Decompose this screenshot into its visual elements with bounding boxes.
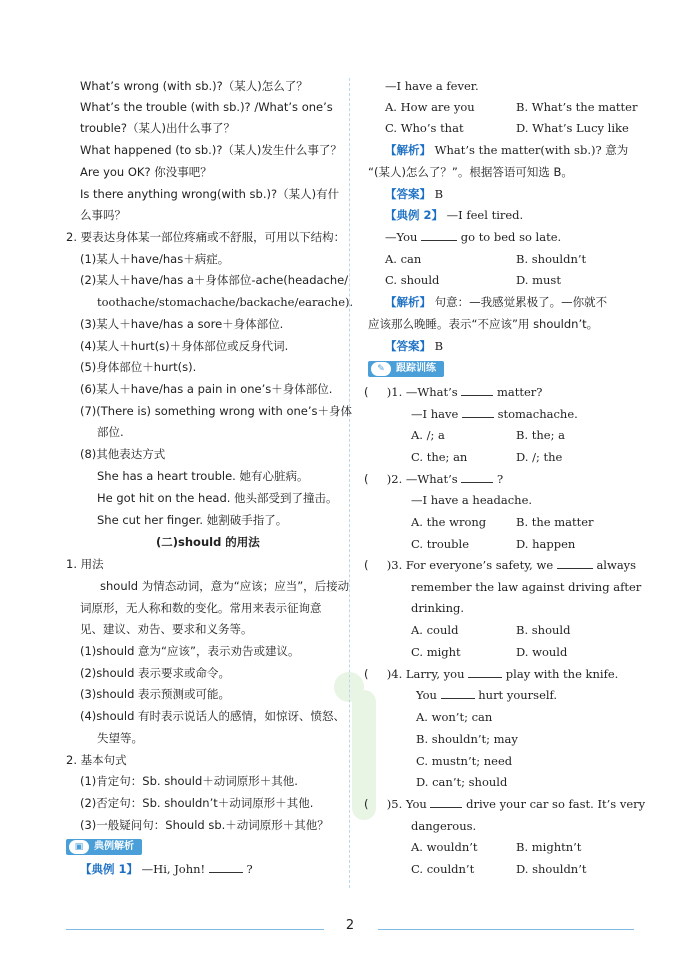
option: C. couldn’t — [411, 862, 475, 876]
text-line: —I have a headache. — [411, 493, 533, 507]
text-span: go to bed so late. — [460, 230, 562, 244]
analysis-1 — [385, 142, 628, 158]
text-line: toothache/stomachache/backache/earache). — [97, 295, 354, 309]
answer-blank[interactable] — [441, 687, 475, 699]
option: C. trouble — [411, 537, 469, 551]
text-line: She cut her finger. 她割破手指了。 — [97, 513, 288, 527]
text-line: 词原形，无人称和数的变化。常用来表示征询意 — [80, 601, 322, 615]
text-line: Is there anything wrong(with sb.)?（某人)有什 — [80, 187, 340, 201]
section-banner — [368, 361, 444, 377]
banner-label: 跟踪训练 — [396, 363, 436, 374]
question-4-line-2 — [416, 687, 557, 703]
question-text: )1. —What’s — [386, 385, 458, 399]
text-line: (4)某人＋hurt(s)＋身体部位或反身代词. — [80, 339, 289, 353]
question-4 — [364, 666, 618, 682]
answer-blank[interactable] — [468, 666, 502, 678]
text-line: “(某人)怎么了？”。根据答语可知选 B。 — [368, 165, 573, 179]
text-line: should 为情态动词，意为“应该；应当”，后接动 — [100, 579, 350, 593]
question-text: )5. You — [386, 797, 427, 811]
answer-value: B — [434, 187, 444, 201]
text-line: 么事吗？ — [80, 208, 126, 222]
text-line: (3)should 表示预测或可能。 — [80, 687, 231, 701]
text-line: (3)一般疑问句：Should sb.＋动词原形＋其他？ — [80, 818, 329, 832]
text-line: 部位. — [97, 425, 124, 439]
answer-blank[interactable] — [557, 557, 593, 569]
option: C. mustn’t; need — [416, 754, 513, 768]
text-line: (2)某人＋have/has a＋身体部位-ache(headache/ — [80, 273, 349, 287]
option: B. the matter — [516, 515, 594, 529]
text-line: 2. 基本句式 — [66, 753, 127, 767]
text-span: stomachache. — [497, 407, 578, 421]
answer-paren[interactable]: ( — [364, 558, 387, 572]
text-line: (6)某人＋have/has a pain in one’s＋身体部位. — [80, 382, 333, 396]
text-line: (7)(There is) something wrong with one’s＋身体 — [80, 404, 353, 418]
text-line: drinking. — [411, 601, 465, 615]
option: A. won’t; can — [416, 710, 493, 724]
example-2 — [385, 207, 523, 223]
text-line: (2)否定句：Sb. shouldn’t＋动词原形＋其他. — [80, 796, 314, 810]
text-line: (8)其他表达方式 — [80, 447, 166, 461]
analysis-2 — [385, 294, 607, 310]
text-line: Are you OK? 你没事吧？ — [80, 165, 212, 179]
text-line: (5)身体部位＋hurt(s). — [80, 360, 197, 374]
text-line: (2)should 表示要求或命令。 — [80, 666, 231, 680]
text-line: trouble?（某人)出什么事了？ — [80, 121, 235, 135]
text-line: What’s the trouble (with sb.)? /What’s one’s — [80, 100, 333, 114]
option: D. What’s Lucy like — [516, 121, 629, 135]
option: C. Who’s that — [385, 121, 464, 135]
analysis-text: What’s the matter(with sb.)? 意为 — [434, 143, 629, 157]
example-tag: 【典例 1】 — [80, 862, 139, 876]
question-text: )2. —What’s — [386, 472, 458, 486]
option: B. the; a — [516, 428, 565, 442]
answer-tag: 【答案】 — [385, 187, 431, 201]
question-text: )4. Larry, you — [386, 667, 465, 681]
text-line: —I have a fever. — [385, 79, 479, 93]
option: B. shouldn’t; may — [416, 732, 518, 746]
text-line: dangerous. — [411, 819, 477, 833]
question-text: ? — [496, 472, 504, 486]
answer-blank[interactable] — [462, 406, 494, 418]
answer-tag: 【答案】 — [385, 339, 431, 353]
text-span: hurt yourself. — [478, 688, 558, 702]
answer-paren[interactable]: ( — [364, 797, 387, 811]
answer-1 — [385, 186, 443, 202]
text-line: She has a heart trouble. 她有心脏病。 — [97, 469, 309, 483]
text-line: (1)肯定句：Sb. should＋动词原形＋其他. — [80, 774, 298, 788]
text-line: 见、建议、劝告、要求和义务等。 — [80, 622, 253, 636]
example-2-line-2 — [385, 229, 561, 245]
question-text: always — [596, 558, 637, 572]
example-text: —I feel tired. — [446, 208, 524, 222]
option: D. can’t; should — [416, 775, 508, 789]
text-span: You — [416, 688, 437, 702]
text-line: 应该那么晚睡。表示“不应该”用 shouldn’t。 — [368, 317, 599, 331]
option: A. could — [411, 623, 459, 637]
text-line: (1)某人＋have/has＋病症。 — [80, 252, 230, 266]
text-line: 1. 用法 — [66, 557, 104, 571]
question-1 — [364, 384, 542, 400]
pen-icon: ✎ — [371, 362, 391, 376]
text-span: —You — [385, 230, 418, 244]
answer-blank[interactable] — [209, 861, 243, 873]
question-text: play with the knife. — [505, 667, 619, 681]
option: C. might — [411, 645, 461, 659]
answer-blank[interactable] — [430, 796, 462, 808]
option: D. would — [516, 645, 568, 659]
text-span: —I have — [411, 407, 459, 421]
answer-value: B — [434, 339, 444, 353]
answer-paren[interactable]: ( — [364, 472, 387, 486]
example-tag: 【典例 2】 — [385, 208, 444, 222]
option: D. must — [516, 273, 561, 287]
text-line: He got hit on the head. 他头部受到了撞击。 — [97, 491, 338, 505]
question-text: matter? — [496, 385, 543, 399]
text-line: (1)should 意为“应该”，表示劝告或建议。 — [80, 644, 300, 658]
question-text: )3. For everyone’s safety, we — [386, 558, 554, 572]
option: C. the; an — [411, 450, 468, 464]
option: B. What’s the matter — [516, 100, 638, 114]
option: B. should — [516, 623, 571, 637]
question-text: drive your car so fast. It’s very — [466, 797, 646, 811]
option: D. /; the — [516, 450, 563, 464]
option: A. How are you — [385, 100, 475, 114]
option: A. can — [385, 252, 422, 266]
option: A. the wrong — [411, 515, 487, 529]
option: A. /; a — [411, 428, 445, 442]
answer-blank[interactable] — [421, 229, 457, 241]
question-5 — [364, 796, 645, 812]
text-line: What happened (to sb.)?（某人)发生什么事了？ — [80, 143, 342, 157]
option: B. mightn’t — [516, 840, 582, 854]
option: A. wouldn’t — [411, 840, 478, 854]
answer-blank[interactable] — [461, 471, 493, 483]
question-3 — [364, 557, 636, 573]
footer-rule-left — [66, 929, 324, 930]
answer-blank[interactable] — [461, 384, 493, 396]
example-text-end: ? — [246, 862, 253, 876]
book-icon: ▣ — [69, 840, 89, 854]
section-banner — [66, 839, 142, 855]
column-divider — [349, 78, 350, 888]
text-line: (4)should 有时表示说话人的感情，如惊讶、愤怒、 — [80, 709, 346, 723]
answer-paren[interactable]: ( — [364, 667, 387, 681]
analysis-tag: 【解析】 — [385, 295, 431, 309]
answer-2 — [385, 338, 443, 354]
analysis-text: 句意：—我感觉累极了。—你就不 — [434, 295, 608, 309]
text-line: What’s wrong (with sb.)?（某人)怎么了？ — [80, 79, 308, 93]
answer-paren[interactable]: ( — [364, 385, 387, 399]
option: D. shouldn’t — [516, 862, 587, 876]
text-line: 失望等。 — [97, 731, 143, 745]
text-line: 2. 要表达身体某一部位疼痛或不舒服，可用以下结构： — [66, 230, 346, 244]
section-title: (二)should 的用法 — [156, 535, 260, 549]
banner-label: 典例解析 — [94, 841, 134, 852]
question-2 — [364, 471, 503, 487]
option: D. happen — [516, 537, 576, 551]
option: B. shouldn’t — [516, 252, 587, 266]
example-1 — [80, 861, 253, 877]
option: C. should — [385, 273, 440, 287]
example-text: —Hi, John! — [141, 862, 206, 876]
text-line: (3)某人＋have/has a sore＋身体部位. — [80, 317, 284, 331]
analysis-tag: 【解析】 — [385, 143, 431, 157]
footer-rule-right — [378, 929, 634, 930]
question-1-line-2 — [411, 406, 578, 422]
page-number: 2 — [345, 918, 355, 933]
text-line: remember the law against driving after — [411, 580, 642, 594]
